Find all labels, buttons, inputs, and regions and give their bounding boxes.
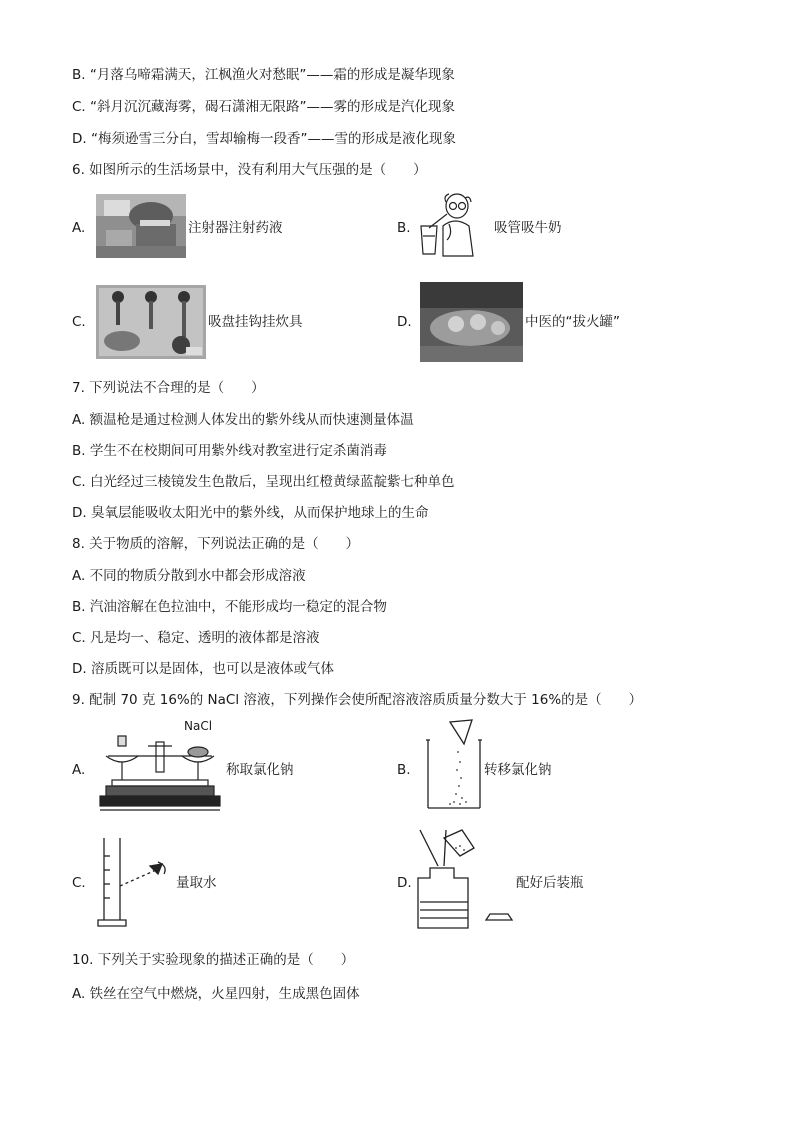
q7-option-d: D. 臭氧层能吸收太阳光中的紫外线，从而保护地球上的生命	[72, 505, 429, 521]
q6-b-caption: 吸管吸牛奶	[494, 220, 562, 236]
q9-a-letter: A.	[72, 762, 86, 778]
q5-option-c: C. “斜月沉沉藏海雾，碣石潇湘无限路”——雾的形成是汽化现象	[72, 99, 455, 115]
q9-stem: 9. 配制 70 克 16%的 NaCl 溶液，下列操作会使所配溶液溶质质量分数大于 16%的是（ ）	[72, 692, 643, 708]
q7-option-b: B. 学生不在校期间可用紫外线对教室进行定杀菌消毒	[72, 443, 387, 459]
q9-a-balance-drawing	[98, 732, 222, 816]
q6-c-letter: C.	[72, 314, 86, 330]
q5-option-b: B. “月落乌啼霜满天，江枫渔火对愁眠”——霜的形成是凝华现象	[72, 67, 455, 83]
q9-b-letter: B.	[397, 762, 411, 778]
q9-c-cylinder-drawing	[96, 836, 178, 934]
q6-d-caption: 中医的“拔火罐”	[525, 314, 620, 330]
q8-option-b: B. 汽油溶解在色拉油中，不能形成均一稳定的混合物	[72, 599, 387, 615]
q9-c-letter: C.	[72, 875, 86, 891]
q8-option-d: D. 溶质既可以是固体，也可以是液体或气体	[72, 661, 334, 677]
q9-c-caption: 量取水	[176, 875, 217, 891]
q9-d-bottle-drawing	[416, 826, 516, 940]
q8-option-a: A. 不同的物质分散到水中都会形成溶液	[72, 568, 306, 584]
q5-option-d: D. “梅须逊雪三分白，雪却输梅一段香”——雪的形成是液化现象	[72, 131, 456, 147]
q8-stem: 8. 关于物质的溶解，下列说法正确的是（ ）	[72, 536, 360, 552]
q8-option-c: C. 凡是均一、稳定、透明的液体都是溶液	[72, 630, 320, 646]
q6-a-letter: A.	[72, 220, 86, 236]
q6-b-drawing	[413, 192, 493, 268]
q6-a-photo	[96, 194, 186, 258]
q6-b-letter: B.	[397, 220, 411, 236]
q10-stem: 10. 下列关于实验现象的描述正确的是（ ）	[72, 952, 355, 968]
q6-d-photo	[420, 282, 523, 362]
q6-stem: 6. 如图所示的生活场景中，没有利用大气压强的是（ ）	[72, 162, 427, 178]
q6-c-photo	[96, 285, 206, 359]
q9-b-beaker-drawing	[424, 718, 484, 816]
q7-stem: 7. 下列说法不合理的是（ ）	[72, 380, 265, 396]
q9-b-caption: 转移氯化钠	[484, 762, 552, 778]
q6-a-caption: 注射器注射药液	[188, 220, 283, 236]
q9-d-letter: D.	[397, 875, 412, 891]
q9-a-caption: 称取氯化钠	[226, 762, 294, 778]
q6-c-caption: 吸盘挂钩挂炊具	[208, 314, 303, 330]
q9-d-caption: 配好后装瓶	[516, 875, 584, 891]
q7-option-c: C. 白光经过三棱镜发生色散后，呈现出红橙黄绿蓝靛紫七种单色	[72, 474, 455, 490]
q7-option-a: A. 额温枪是通过检测人体发出的紫外线从而快速测量体温	[72, 412, 414, 428]
q10-option-a: A. 铁丝在空气中燃烧，火星四射，生成黑色固体	[72, 986, 360, 1002]
q9-a-nacl-label: NaCl	[184, 719, 213, 733]
q6-d-letter: D.	[397, 314, 412, 330]
